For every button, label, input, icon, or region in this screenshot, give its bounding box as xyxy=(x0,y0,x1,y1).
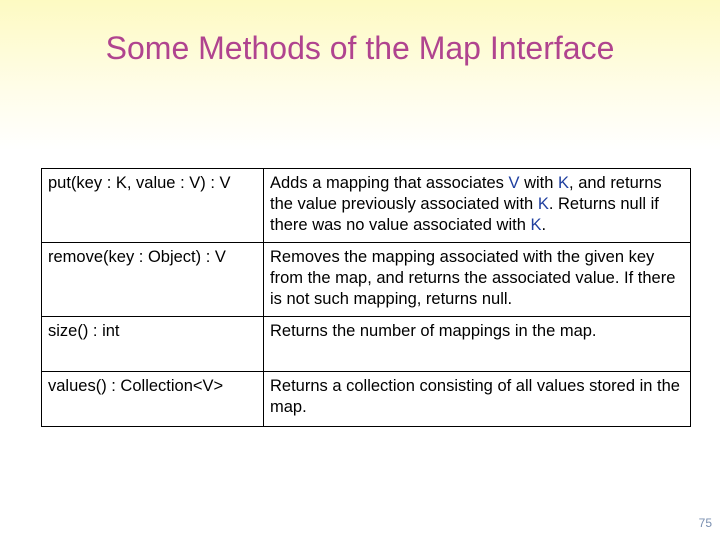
description-text: Returns the number of mappings in the map. xyxy=(270,322,597,340)
methods-table xyxy=(41,168,691,427)
method-description xyxy=(264,243,691,317)
table-row xyxy=(42,317,691,372)
method-description xyxy=(264,372,691,427)
table-row xyxy=(42,169,691,243)
method-signature: remove(key : Object) : V xyxy=(42,243,264,317)
description-text: Removes the mapping associated with the given key from the map, and returns the associated value. If there is not such mapping, returns null. xyxy=(270,248,676,308)
description-text: . Returns null if there was no value associated with xyxy=(270,195,659,234)
method-signature: put(key : K, value : V) : V xyxy=(42,169,264,243)
description-text: Adds a mapping that associates xyxy=(270,174,509,192)
description-text: , and returns the value previously associated with xyxy=(270,174,662,213)
slide-title: Some Methods of the Map Interface xyxy=(105,30,615,66)
description-text: with xyxy=(519,174,559,192)
description-text: . xyxy=(541,216,547,234)
type-parameter: K xyxy=(530,216,542,234)
type-parameter: K xyxy=(537,195,549,213)
method-signature: values() : Collection<V> xyxy=(42,372,264,427)
type-parameter: V xyxy=(508,174,520,192)
method-description xyxy=(264,169,691,243)
method-description xyxy=(264,317,691,372)
type-parameter: K xyxy=(558,174,570,192)
page-number: 75 xyxy=(698,516,712,530)
table-row xyxy=(42,243,691,317)
table-row xyxy=(42,372,691,427)
description-text: Returns a collection consisting of all values stored in the map. xyxy=(270,377,680,416)
method-signature: size() : int xyxy=(42,317,264,372)
